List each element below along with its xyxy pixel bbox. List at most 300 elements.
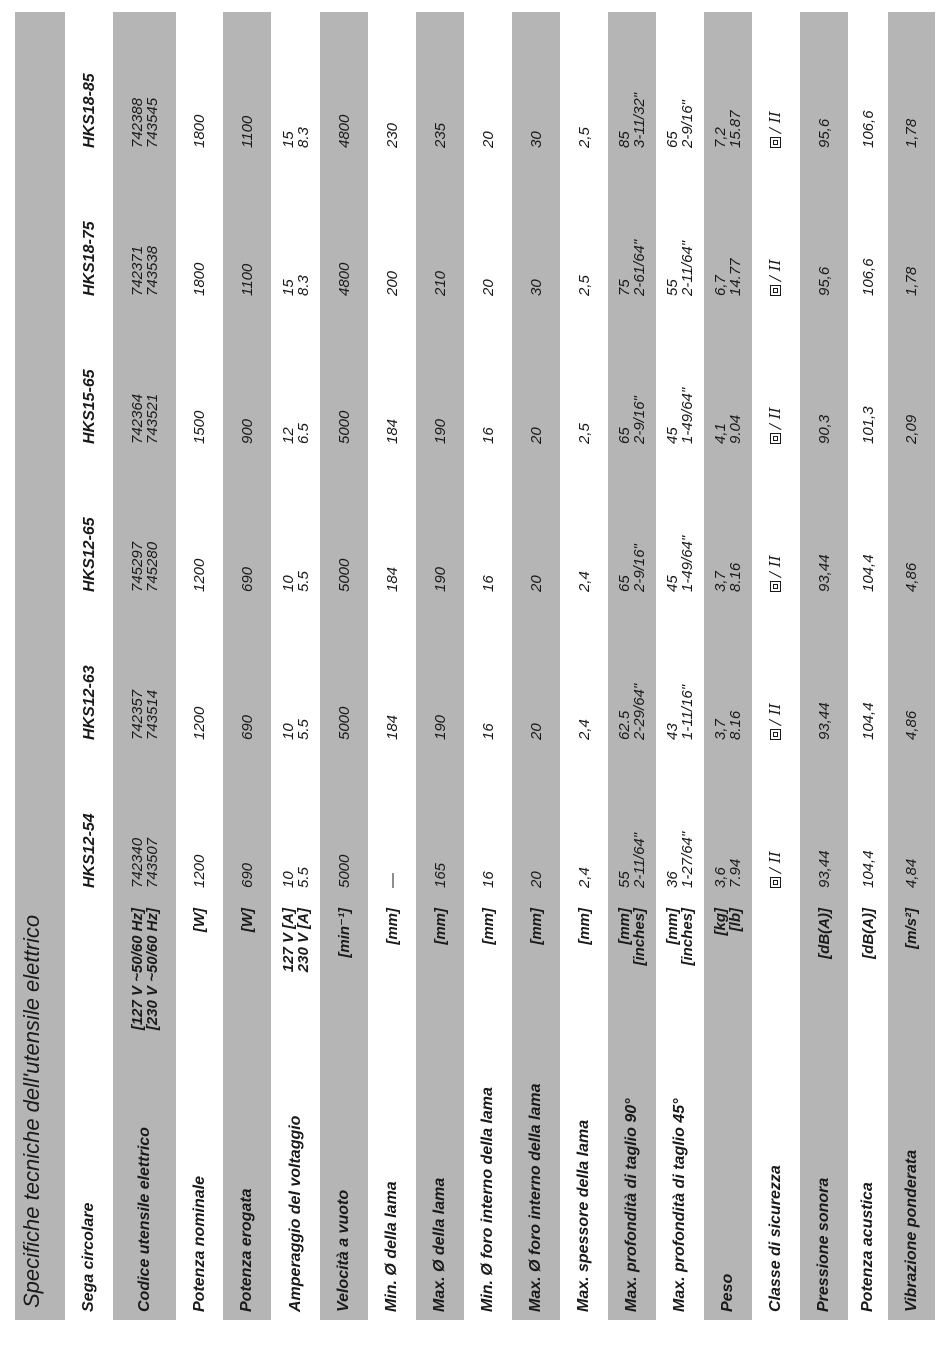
value-line: 1100 [238, 263, 256, 296]
row-label: Max. profondità di taglio 90° [623, 1098, 640, 1312]
value-cell [385, 456, 400, 604]
value-line: 5000 [335, 558, 353, 592]
value-cell [192, 12, 207, 160]
value-line: 745280 [143, 541, 161, 592]
row-unit [433, 900, 448, 1055]
value-cell [281, 604, 311, 752]
value-cell [768, 308, 784, 456]
value-line: 16 [479, 575, 497, 592]
value-line: 15 [279, 131, 297, 148]
value-line: 743514 [143, 689, 161, 740]
value-line: 6,7 [712, 275, 729, 296]
row-unit [665, 900, 695, 1055]
value-cell [665, 604, 695, 752]
unit-line: [W] [238, 908, 256, 933]
value-line: 75 [616, 279, 633, 296]
unit-line: [mm] [527, 908, 545, 945]
value-line: 30 [527, 131, 545, 148]
value-line: 1800 [191, 262, 208, 296]
safety-class-text: / II [766, 703, 784, 725]
value-cell [337, 12, 352, 160]
table-row [512, 12, 560, 1320]
row-unit [861, 900, 876, 1055]
value-line: 5000 [335, 854, 353, 888]
value-line: 1800 [191, 114, 208, 148]
value-cell [529, 12, 544, 160]
value-line: 4800 [335, 262, 353, 296]
value-cell [713, 12, 743, 160]
model-header: HKS18-75 [80, 221, 98, 296]
value-cell [861, 160, 876, 308]
value-line: — [383, 873, 401, 888]
value-line: 2,4 [575, 867, 593, 888]
value-cell [861, 604, 876, 752]
unit-line: [mm] [383, 908, 401, 945]
value-line: 1-11/16" [679, 684, 696, 740]
value-cell [861, 308, 876, 456]
value-line: 7,2 [712, 127, 729, 148]
value-line: 743507 [143, 837, 161, 888]
value-cell [281, 308, 311, 456]
table-row [848, 12, 888, 1320]
value-cell [713, 160, 743, 308]
value-cell [529, 308, 544, 456]
unit-line: [mm] [479, 908, 497, 945]
value-line: 16 [479, 723, 497, 740]
value-cell [617, 456, 647, 604]
row-unit [385, 900, 400, 1055]
value-cell [281, 456, 311, 604]
value-line: 65 [664, 131, 681, 148]
spec-table [15, 12, 935, 1320]
row-label: Potenza nominale [190, 1175, 208, 1312]
value-line: 2-9/16" [631, 396, 648, 444]
value-cell [337, 604, 352, 752]
value-cell [577, 12, 592, 160]
value-line: 30 [527, 279, 545, 296]
model-header: HKS12-65 [80, 517, 98, 592]
value-cell [130, 604, 160, 752]
value-line: 235 [431, 122, 449, 148]
value-cell [337, 752, 352, 900]
value-cell [481, 12, 496, 160]
title-band [15, 12, 65, 1320]
value-cell [817, 160, 832, 308]
unit-line: [inches] [679, 908, 696, 966]
value-line: 20 [527, 723, 545, 740]
safety-class-text: / II [766, 259, 784, 281]
value-line: 742357 [128, 689, 146, 740]
table-row [464, 12, 512, 1320]
value-line: 65 [616, 427, 633, 444]
value-line: 2,5 [575, 127, 593, 148]
value-cell [713, 456, 743, 604]
value-line: 16 [479, 427, 497, 444]
value-line: 690 [238, 714, 256, 740]
value-line: 5.5 [294, 571, 312, 592]
value-line: 1200 [191, 558, 208, 592]
value-line: 745297 [128, 541, 146, 592]
value-cell [529, 456, 544, 604]
value-line: 690 [238, 862, 256, 888]
value-cell [130, 12, 160, 160]
double-insulation-icon [770, 433, 781, 444]
unit-line: [inches] [631, 908, 648, 966]
value-line: 5000 [335, 706, 353, 740]
row-unit [481, 900, 496, 1055]
value-cell [433, 456, 448, 604]
value-cell [481, 160, 496, 308]
value-cell [481, 308, 496, 456]
value-line: 1,78 [903, 266, 920, 296]
value-cell [240, 456, 255, 604]
value-line: 5.5 [294, 867, 312, 888]
value-cell [817, 308, 832, 456]
value-cell [281, 752, 311, 900]
row-unit [817, 900, 832, 1055]
model-header: HKS18-85 [80, 73, 98, 148]
value-line: 1,78 [903, 118, 920, 148]
value-line: 200 [383, 270, 401, 296]
value-line: 4,86 [903, 562, 920, 592]
value-cell [713, 308, 743, 456]
row-label: Potenza acustica [859, 1182, 876, 1312]
value-line: 12 [279, 427, 297, 444]
value-line: 184 [383, 714, 401, 740]
value-cell [240, 752, 255, 900]
value-line: 93,44 [815, 850, 833, 888]
value-line: 2,5 [575, 423, 593, 444]
unit-line: [230 V ~50/60 Hz] [143, 908, 161, 1031]
value-cell [577, 456, 592, 604]
value-cell [192, 308, 207, 456]
value-line: 1200 [191, 706, 208, 740]
value-line: 4,1 [712, 423, 729, 444]
value-cell [385, 604, 400, 752]
value-cell [385, 160, 400, 308]
value-line: 20 [479, 279, 497, 296]
value-line: 85 [616, 131, 633, 148]
value-cell [385, 12, 400, 160]
value-cell [281, 160, 311, 308]
value-cell [817, 12, 832, 160]
value-cell [904, 12, 919, 160]
value-line: 1-49/64" [679, 535, 696, 592]
value-cell [337, 456, 352, 604]
value-line: 743521 [143, 393, 161, 444]
value-line: 742371 [128, 245, 146, 296]
table-row [800, 12, 848, 1320]
double-insulation-icon [770, 581, 781, 592]
row-unit [713, 900, 743, 1055]
value-line: 10 [279, 575, 297, 592]
value-cell [768, 604, 784, 752]
safety-class [768, 555, 783, 592]
table-row [320, 12, 368, 1320]
value-line: 3,7 [712, 571, 729, 592]
value-cell [713, 752, 743, 900]
value-line: 5.5 [294, 719, 312, 740]
row-label: Amperaggio del voltaggio [286, 1115, 304, 1312]
value-cell [481, 456, 496, 604]
value-line: 2-11/64" [631, 832, 648, 888]
value-cell [861, 456, 876, 604]
value-cell [433, 604, 448, 752]
value-line: 2,09 [903, 414, 920, 444]
safety-class [768, 407, 783, 444]
value-cell [617, 604, 647, 752]
value-cell [529, 752, 544, 900]
value-line: 36 [664, 871, 681, 888]
double-insulation-icon [770, 877, 781, 888]
value-line: 742340 [128, 837, 146, 888]
value-cell [192, 456, 207, 604]
value-line: 743538 [143, 245, 161, 296]
value-cell [665, 160, 695, 308]
model-header: HKS12-54 [80, 813, 98, 888]
value-line: 65 [616, 575, 633, 592]
value-line: 106,6 [859, 110, 877, 148]
value-line: 190 [431, 714, 449, 740]
value-line: 900 [238, 418, 256, 444]
value-line: 2,5 [575, 275, 593, 296]
value-line: 106,6 [859, 258, 877, 296]
value-line: 742364 [128, 393, 146, 444]
value-line: 4,84 [903, 858, 920, 888]
row-label: Max. Ø foro interno della lama [527, 1083, 544, 1312]
value-cell [768, 12, 784, 160]
value-cell [665, 12, 695, 160]
unit-line: [127 V ~50/60 Hz] [128, 908, 146, 1031]
value-line: 95,6 [815, 266, 833, 296]
table-row [416, 12, 464, 1320]
value-line: 16 [479, 871, 497, 888]
safety-class [768, 851, 783, 888]
row-label: Max. spessore della lama [575, 1119, 592, 1312]
value-cell [904, 308, 919, 456]
value-line: 104,4 [859, 850, 877, 888]
value-line: 1200 [191, 854, 208, 888]
value-cell [130, 160, 160, 308]
unit-line: [mm] [575, 908, 593, 945]
value-cell [817, 456, 832, 604]
value-line: 3,7 [712, 719, 729, 740]
value-line: 10 [279, 723, 297, 740]
value-line: 8.3 [294, 275, 312, 296]
value-cell [529, 160, 544, 308]
unit-line: 127 V [A] [279, 908, 297, 973]
unit-line: [min⁻¹] [335, 908, 353, 958]
unit-line: [mm] [431, 908, 449, 945]
table-title: Specifiche tecniche dell'utensile elettrico [19, 914, 44, 1308]
row-unit [130, 900, 160, 1055]
value-line: 5000 [335, 410, 353, 444]
table-row [113, 12, 176, 1320]
value-line: 8.16 [727, 562, 744, 592]
value-cell [904, 752, 919, 900]
row-unit [904, 900, 919, 1055]
row-unit [192, 900, 207, 1055]
value-cell [385, 308, 400, 456]
table-row [368, 12, 416, 1320]
value-line: 184 [383, 566, 401, 592]
value-cell [768, 160, 784, 308]
safety-class [768, 259, 783, 296]
value-line: 9.04 [727, 414, 744, 444]
table-row [271, 12, 320, 1320]
value-line: 165 [431, 862, 449, 888]
table-row [560, 12, 608, 1320]
row-label: Max. Ø della lama [431, 1177, 448, 1312]
value-cell [713, 604, 743, 752]
row-label: Vibrazione ponderata [902, 1149, 920, 1312]
table-row [608, 12, 656, 1320]
value-cell [192, 160, 207, 308]
value-cell [904, 456, 919, 604]
value-cell [130, 752, 160, 900]
value-cell [433, 160, 448, 308]
value-cell [617, 752, 647, 900]
value-line: 95,6 [815, 118, 833, 148]
unit-line: [W] [191, 908, 208, 933]
value-cell [385, 752, 400, 900]
unit-line: [mm] [664, 908, 681, 945]
value-line: 55 [616, 871, 633, 888]
value-cell [768, 752, 784, 900]
value-cell [240, 160, 255, 308]
value-line: 45 [664, 427, 681, 444]
safety-class-text: / II [766, 851, 784, 873]
row-unit [577, 900, 592, 1055]
value-line: 43 [664, 723, 681, 740]
value-cell [665, 308, 695, 456]
row-unit [240, 900, 255, 1055]
double-insulation-icon [770, 137, 781, 148]
table-row [752, 12, 800, 1320]
value-line: 190 [431, 418, 449, 444]
value-cell [481, 604, 496, 752]
unit-line: [m/s²] [903, 908, 920, 949]
header-label: Sega circolare [80, 1202, 97, 1312]
value-line: 93,44 [815, 702, 833, 740]
header-row [65, 12, 113, 1320]
value-line: 4800 [335, 114, 353, 148]
value-line: 45 [664, 575, 681, 592]
value-cell [433, 308, 448, 456]
safety-class [768, 703, 783, 740]
value-cell [192, 752, 207, 900]
value-line: 2-29/64" [631, 683, 648, 740]
safety-class-text: / II [766, 407, 784, 429]
value-line: 2-11/64" [679, 240, 696, 296]
value-cell [240, 604, 255, 752]
value-cell [130, 308, 160, 456]
value-line: 1100 [238, 115, 256, 148]
unit-line: [kg] [712, 908, 729, 936]
value-line: 2-61/64" [631, 239, 648, 296]
value-cell [281, 12, 311, 160]
value-line: 90,3 [815, 414, 833, 444]
value-line: 15 [279, 279, 297, 296]
value-line: 742388 [128, 97, 146, 148]
value-line: 3-11/32" [631, 92, 648, 148]
value-cell [481, 752, 496, 900]
value-cell [665, 456, 695, 604]
value-cell [130, 456, 160, 604]
value-cell [240, 308, 255, 456]
value-line: 1-49/64" [679, 387, 696, 444]
value-line: 93,44 [815, 554, 833, 592]
value-cell [577, 308, 592, 456]
row-label: Codice utensile elettrico [135, 1127, 153, 1312]
value-line: 690 [238, 566, 256, 592]
row-label: Min. Ø della lama [383, 1181, 400, 1312]
safety-class-text: / II [766, 555, 784, 577]
value-line: 20 [479, 131, 497, 148]
table-row [656, 12, 704, 1320]
value-line: 2-9/16" [631, 544, 648, 592]
value-line: 210 [431, 270, 449, 296]
safety-class-text: / II [766, 111, 784, 133]
value-line: 2,4 [575, 719, 593, 740]
table-row [176, 12, 223, 1320]
value-line: 1-27/64" [679, 831, 696, 888]
value-cell [529, 604, 544, 752]
value-cell [617, 308, 647, 456]
value-line: 14.77 [727, 258, 744, 296]
value-line: 20 [527, 871, 545, 888]
double-insulation-icon [770, 729, 781, 740]
value-line: 190 [431, 566, 449, 592]
value-line: 184 [383, 418, 401, 444]
unit-line: 230 V [A] [294, 908, 312, 973]
value-cell [768, 456, 784, 604]
value-cell [617, 160, 647, 308]
value-cell [433, 752, 448, 900]
value-line: 4,86 [903, 710, 920, 740]
unit-line: [dB(A)] [815, 908, 833, 959]
value-line: 20 [527, 575, 545, 592]
value-cell [617, 12, 647, 160]
table-row [888, 12, 935, 1320]
row-label: Velocità a vuoto [335, 1189, 352, 1312]
value-cell [337, 308, 352, 456]
value-line: 104,4 [859, 702, 877, 740]
value-line: 55 [664, 279, 681, 296]
row-label: Peso [719, 1273, 736, 1312]
row-unit [617, 900, 647, 1055]
safety-class [768, 111, 783, 148]
value-cell [904, 160, 919, 308]
value-cell [433, 12, 448, 160]
unit-line: [lb] [727, 908, 744, 932]
value-cell [861, 752, 876, 900]
row-unit [281, 900, 311, 1055]
value-line: 8.16 [727, 710, 744, 740]
value-cell [861, 12, 876, 160]
value-line: 15.87 [727, 110, 744, 148]
value-line: 1500 [191, 410, 208, 444]
row-label: Min. Ø foro interno della lama [479, 1087, 496, 1312]
row-label: Classe di sicurezza [767, 1165, 784, 1312]
value-cell [904, 604, 919, 752]
value-line: 10 [279, 871, 297, 888]
value-line: 20 [527, 427, 545, 444]
row-label: Max. profondità di taglio 45° [671, 1098, 688, 1312]
value-cell [665, 752, 695, 900]
value-line: 6.5 [294, 423, 312, 444]
double-insulation-icon [770, 285, 781, 296]
